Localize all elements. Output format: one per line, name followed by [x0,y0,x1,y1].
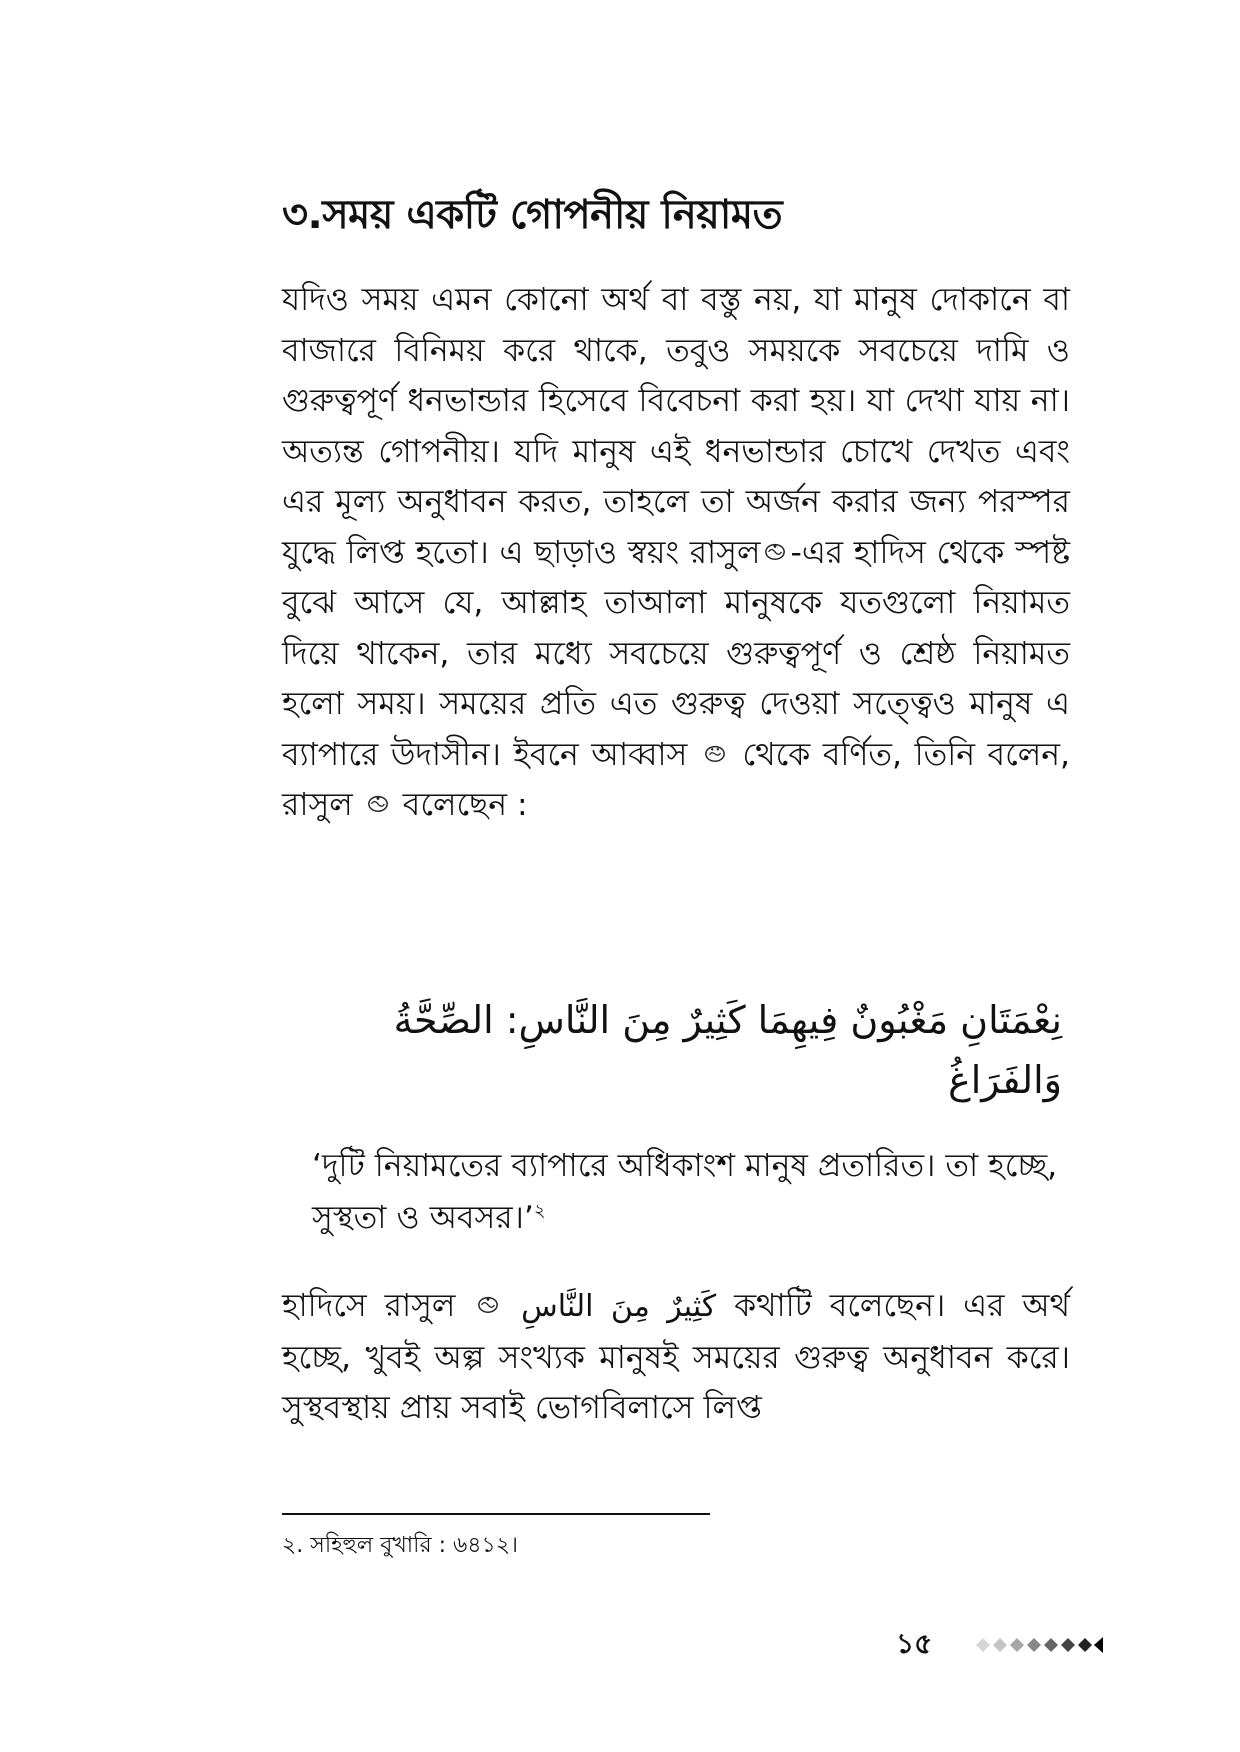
paragraph-text: থেকে বর্ণিত, তিনি বলেন, রাসুল [282,736,1071,823]
footnote-reference: ২ [533,1200,546,1222]
arabic-hadith: نِعْمَتَانِ مَغْبُونٌ فِيهِمَا كَثِيرٌ مِنَ النَّاسِ: الصِّحَّةُ وَالفَرَاغُ [393,998,1062,1102]
body-paragraph-2 [282,1281,1070,1434]
paragraph-text: হাদিসে রাসুল [282,1288,456,1324]
salutation-icon [367,792,389,814]
diamond-ornament-icon [968,1632,1128,1658]
body-paragraph-1 [282,275,1070,831]
paragraph-text: -এর হাদিস থেকে স্পষ্ট বুঝে আসে যে, আল্লাহ তাআলা মানুষকে যতগুলো নিয়ামত দিয়ে থাকেন, তার মধ্যে সবচেয়ে গুরুত্বপূর্ণ ও শ্রেষ্ঠ নিয়ামত হলো সময়। সময়ের প্রতি এত গুরুত্ব দেওয়া সত্ত্বেও মানুষ এ ব্যাপারে উদাসীন। ইবনে আব্বাস [282,534,1070,773]
section-heading: ৩.সময় একটি গোপনীয় নিয়ামত [282,192,783,238]
hadith-translation [312,1140,1072,1244]
translation-text: ‘দুটি নিয়ামতের ব্যাপারে অধিকাংশ মানুষ প্রতারিত। তা হচ্ছে, সুস্থতা ও অবসর।’ [312,1148,1058,1236]
paragraph-text: কথাটি বলেছেন। এর অর্থ হচ্ছে, খুবই অল্প সংখ্যক মানুষই সময়ের গুরুত্ব অনুধাবন করে। সুস্থবস্থায় প্রায় সবাই ভোগবিলাসে লিপ্ত [282,1288,1070,1426]
radiyallahu-anhu-icon [704,742,726,764]
footnote: ২. সহিহুল বুখারি : ৬৪১২। [282,1533,519,1558]
salutation-icon [764,540,786,562]
paragraph-text: বলেছেন : [402,787,528,823]
paragraph-text: যদিও সময় এমন কোনো অর্থ বা বস্তু নয়, যা মানুষ দোকানে বা বাজারে বিনিময় করে থাকে, তবুও সময়কে সবচেয়ে দামি ও গুরুত্বপূর্ণ ধনভান্ডার হিসেবে বিবেচনা করা হয়। যা দেখা যায় না। অত্যন্ত গোপনীয়। যদি মানুষ এই ধনভান্ডার চোখে দেখত এবং এর মূল্য অনুধাবন করত, তাহলে তা অর্জন করার জন্য পরস্পর যুদ্ধে লিপ্ত হতো। এ ছাড়াও স্বয়ং রাসুল [282,282,1070,571]
inline-arabic-phrase: كَثِيرٌ مِنَ النَّاسِ [521,1289,717,1324]
salutation-icon [477,1293,499,1315]
page-number: ১৫ [896,1627,933,1660]
footnote-divider [282,1513,710,1515]
